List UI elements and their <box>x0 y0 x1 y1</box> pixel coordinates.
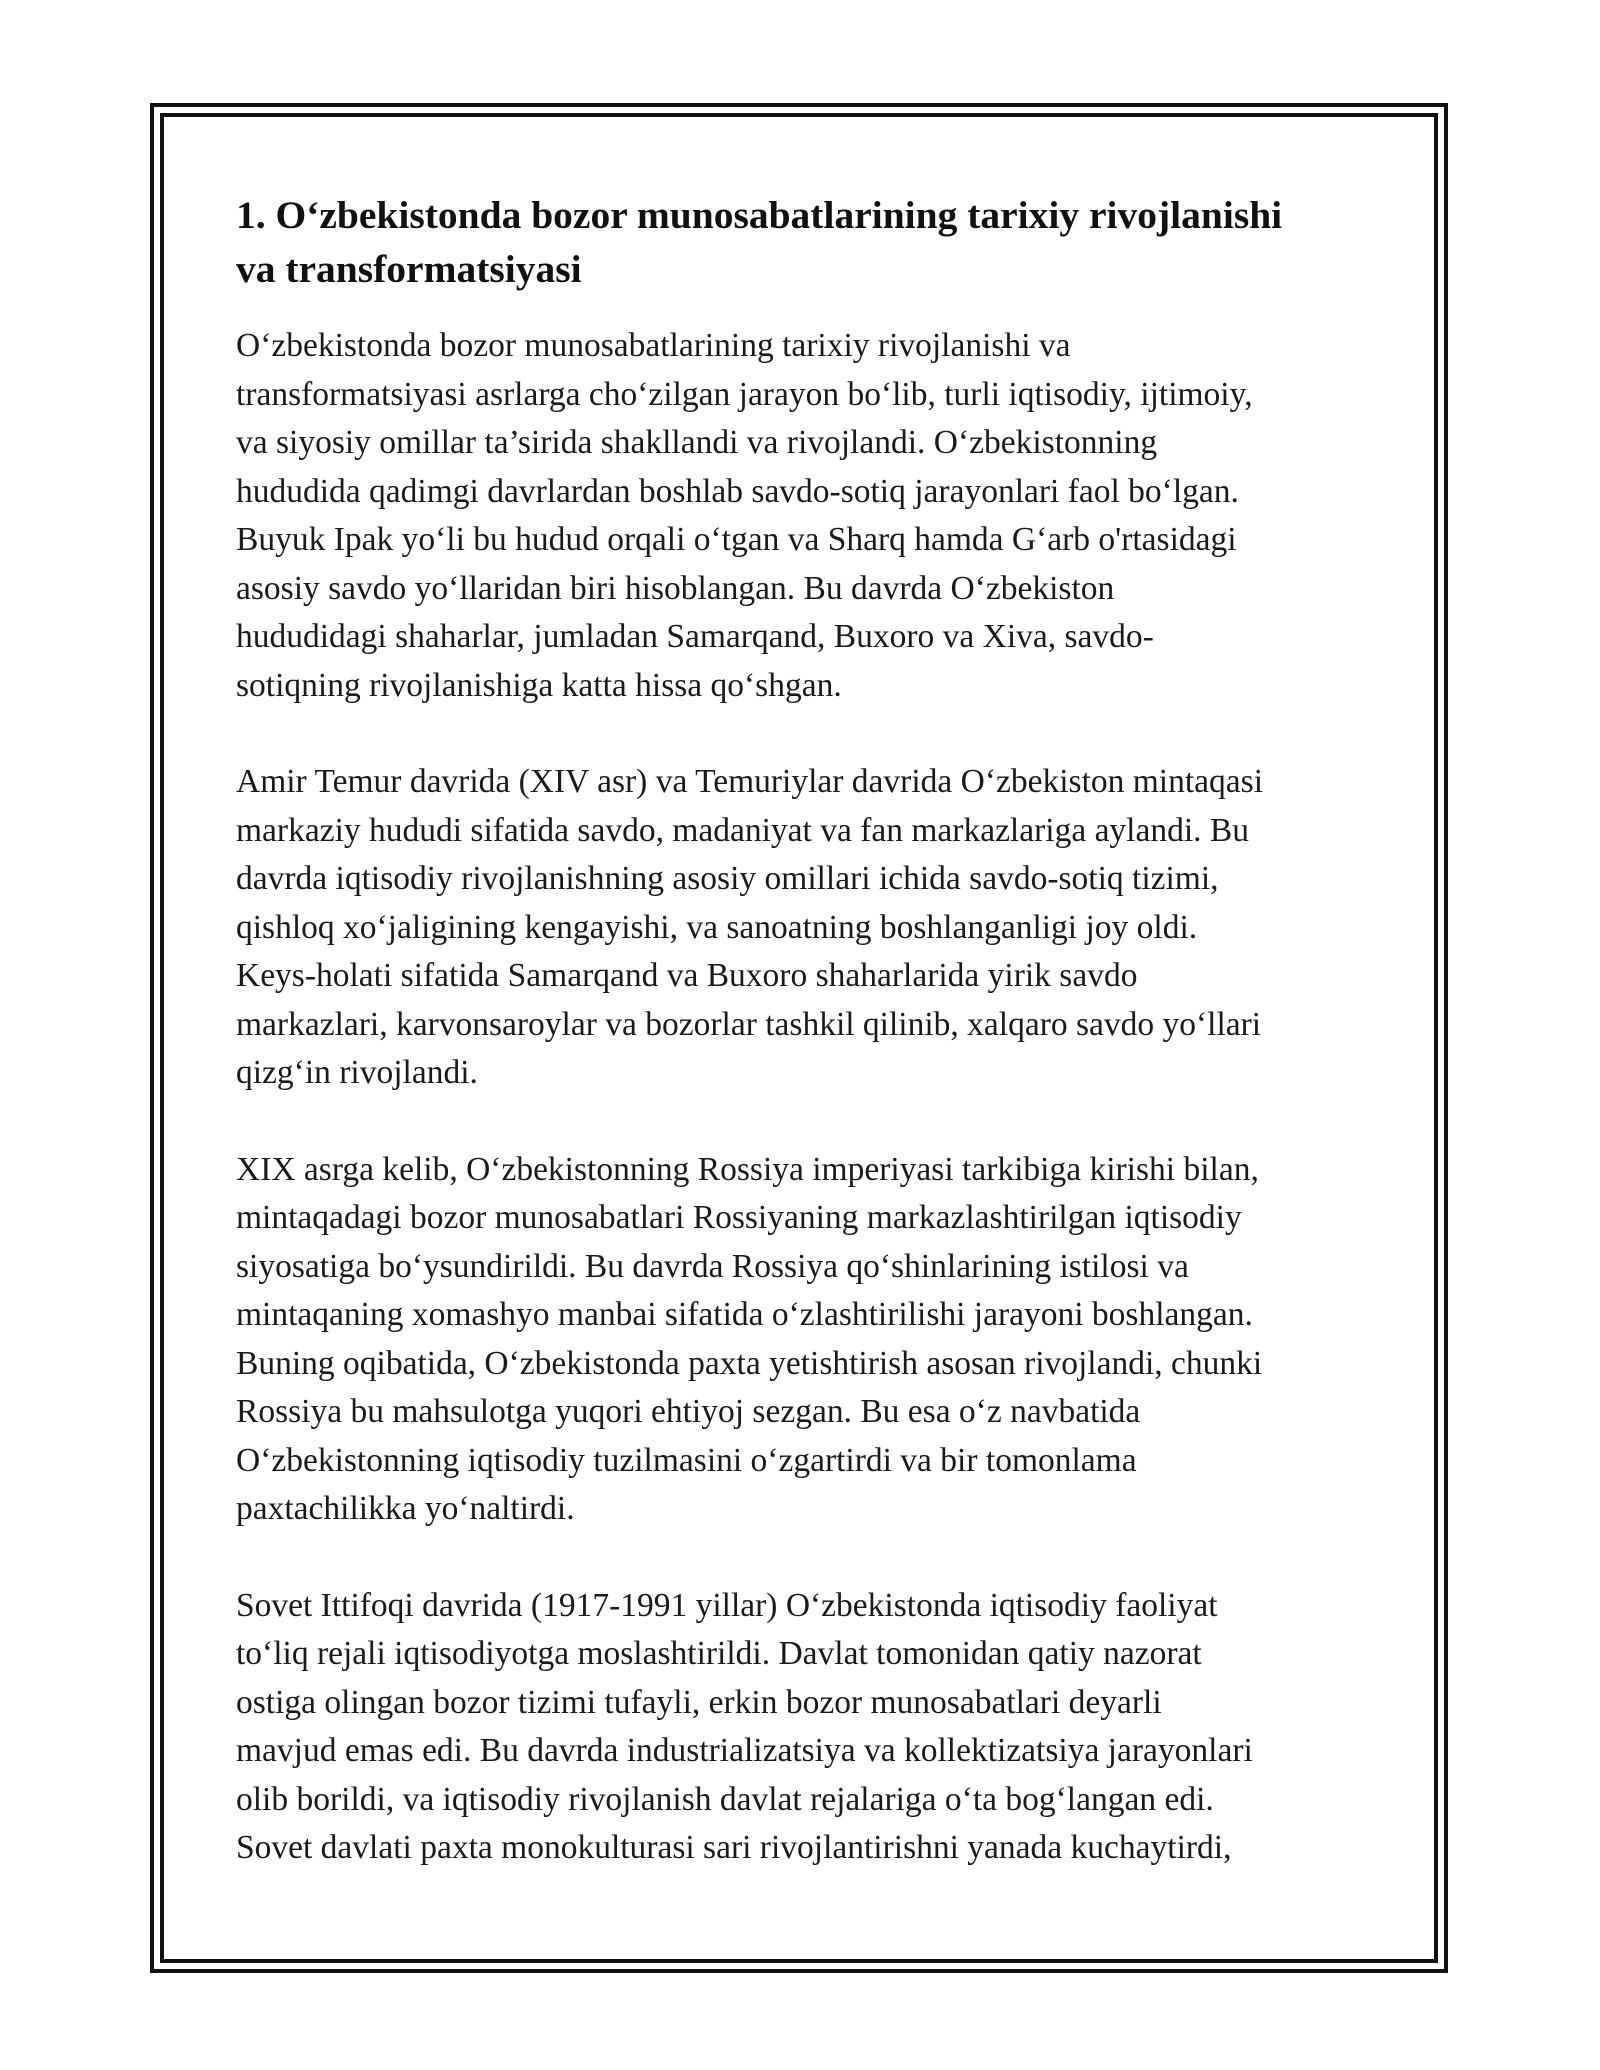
text-line: davrda iqtisodiy rivojlanishning asosiy omillari ichida savdo-sotiq tizimi, <box>236 860 1219 897</box>
text-line: mavjud emas edi. Bu davrda industrializatsiya va kollektizatsiya jarayonlari <box>236 1732 1253 1769</box>
text-line: XIX asrga kelib, O‘zbekistonning Rossiya imperiyasi tarkibiga kirishi bilan, <box>236 1150 1259 1188</box>
section-heading <box>236 188 1386 296</box>
text-line: paxtachilikka yo‘naltirdi. <box>236 1490 575 1527</box>
text-line: Buyuk Ipak yo‘li bu hudud orqali o‘tgan va Sharq hamda G‘arb o'rtasidagi <box>236 521 1237 558</box>
text-line: siyosatiga bo‘ysundirildi. Bu davrda Rossiya qo‘shinlarining istilosi va <box>236 1247 1189 1285</box>
text-line: markazlari, karvonsaroylar va bozorlar tashkil qilinib, xalqaro savdo yo‘llari <box>236 1005 1262 1043</box>
text-line: hududida qadimgi davrlardan boshlab savdo-sotiq jarayonlari faol bo‘lgan. <box>236 472 1239 510</box>
text-line: ostiga olingan bozor tizimi tufayli, erkin bozor munosabatlari deyarli <box>236 1683 1162 1721</box>
text-line: mintaqadagi bozor munosabatlari Rossiyaning markazlashtirilgan iqtisodiy <box>236 1199 1242 1236</box>
text-line: transformatsiyasi asrlarga cho‘zilgan jarayon bo‘lib, turli iqtisodiy, ijtimoiy, <box>236 375 1253 413</box>
paragraph-silk-road <box>236 322 1386 710</box>
text-line: O‘zbekistonda bozor munosabatlarining tarixiy rivojlanishi va <box>236 327 1071 364</box>
paragraph-soviet-union <box>236 1582 1386 1873</box>
paragraph-amir-temur <box>236 758 1386 1098</box>
text-line: O‘zbekistonning iqtisodiy tuzilmasini o‘zgartirdi va bir tomonlama <box>236 1441 1137 1479</box>
text-line: mintaqaning xomashyo manbai sifatida o‘zlashtirilishi jarayoni boshlangan. <box>236 1296 1253 1333</box>
text-line: va siyosiy omillar ta’sirida shakllandi va rivojlandi. O‘zbekistonning <box>236 424 1158 461</box>
document-content <box>236 188 1386 1921</box>
text-line: markaziy hududi sifatida savdo, madaniyat va fan markazlariga aylandi. Bu <box>236 811 1250 849</box>
paragraph-russian-empire <box>236 1146 1386 1534</box>
text-line: hududidagi shaharlar, jumladan Samarqand, Buxoro va Xiva, savdo- <box>236 618 1154 655</box>
heading-line: 1. O‘zbekistonda bozor munosabatlarining tarixiy rivojlanishi <box>236 193 1283 237</box>
text-line: qizg‘in rivojlandi. <box>236 1054 478 1091</box>
text-line: Rossiya bu mahsulotga yuqori ehtiyoj sezgan. Bu esa o‘z navbatida <box>236 1393 1141 1430</box>
text-line: Amir Temur davrida (XIV asr) va Temuriylar davrida O‘zbekiston mintaqasi <box>236 763 1264 800</box>
heading-line: va transformatsiyasi <box>236 247 582 291</box>
text-line: asosiy savdo yo‘llaridan biri hisoblangan. Bu davrda O‘zbekiston <box>236 569 1115 607</box>
text-line: olib borildi, va iqtisodiy rivojlanish davlat rejalariga o‘ta bog‘langan edi. <box>236 1780 1214 1818</box>
text-line: Sovet Ittifoqi davrida (1917-1991 yillar) O‘zbekistonda iqtisodiy faoliyat <box>236 1586 1218 1624</box>
text-line: to‘liq rejali iqtisodiyotga moslashtirildi. Davlat tomonidan qatiy nazorat <box>236 1635 1202 1672</box>
text-line: Keys-holati sifatida Samarqand va Buxoro shaharlarida yirik savdo <box>236 957 1138 994</box>
text-line: qishloq xo‘jaligining kengayishi, va sanoatning boshlanganligi joy oldi. <box>236 908 1198 946</box>
text-line: Sovet davlati paxta monokulturasi sari rivojlantirishni yanada kuchaytirdi, <box>236 1829 1232 1866</box>
text-line: Buning oqibatida, O‘zbekistonda paxta yetishtirish asosan rivojlandi, chunki <box>236 1344 1263 1382</box>
text-line: sotiqning rivojlanishiga katta hissa qo‘shgan. <box>236 666 842 704</box>
